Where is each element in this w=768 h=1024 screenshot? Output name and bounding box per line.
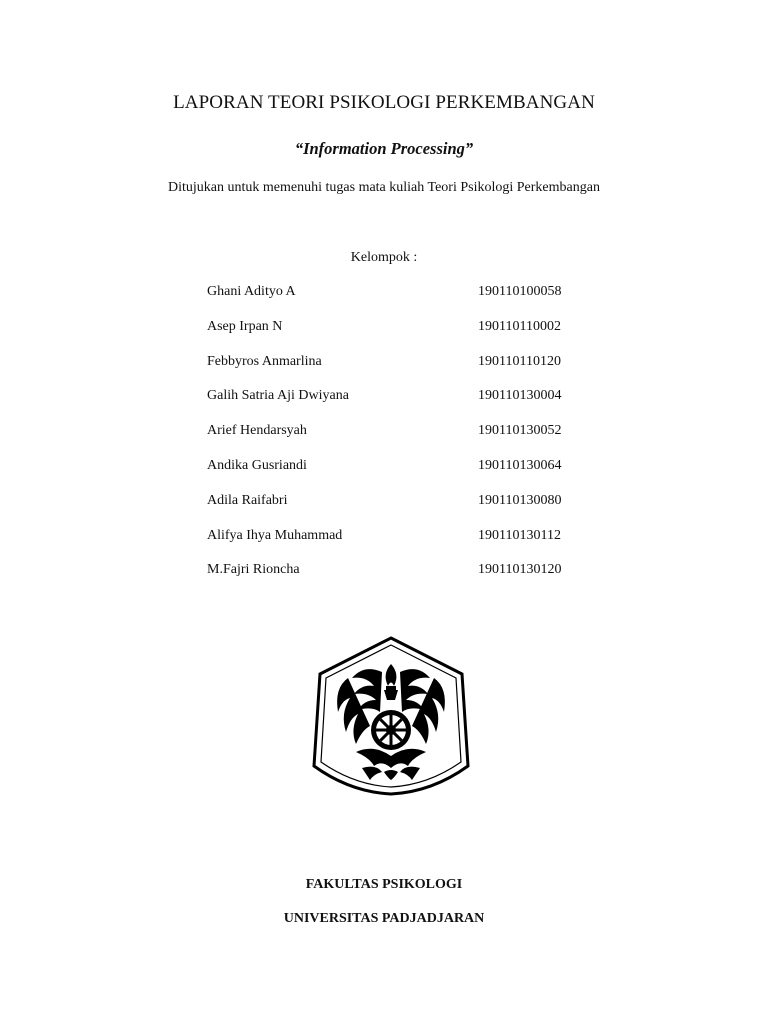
member-list xyxy=(207,284,587,597)
member-row xyxy=(207,528,587,563)
member-name: Andika Gusriandi xyxy=(207,457,307,473)
member-row xyxy=(207,562,587,597)
member-id: 190110110002 xyxy=(478,318,561,334)
member-name: Adila Raifabri xyxy=(207,492,288,508)
document-purpose: Ditujukan untuk memenuhi tugas mata kuliah Teori Psikologi Perkembangan xyxy=(168,180,600,195)
member-id: 190110130112 xyxy=(478,527,561,543)
member-name: Ghani Adityo A xyxy=(207,284,296,299)
document-title: LAPORAN TEORI PSIKOLOGI PERKEMBANGAN xyxy=(173,92,595,113)
member-id: 190110130120 xyxy=(478,562,562,578)
member-id: 190110130080 xyxy=(478,492,562,508)
group-label: Kelompok : xyxy=(350,250,418,265)
member-name: M.Fajri Rioncha xyxy=(207,562,300,578)
member-id: 190110130052 xyxy=(478,423,562,439)
member-name: Asep Irpan N xyxy=(207,318,283,334)
member-row xyxy=(207,354,587,389)
faculty-name: FAKULTAS PSIKOLOGI xyxy=(305,877,463,892)
member-name: Galih Satria Aji Dwiyana xyxy=(207,388,349,404)
university-name: UNIVERSITAS PADJADJARAN xyxy=(283,911,485,926)
member-name: Alifya Ihya Muhammad xyxy=(207,527,343,543)
member-row xyxy=(207,319,587,354)
member-row xyxy=(207,423,587,458)
member-id: 190110100058 xyxy=(478,284,562,299)
member-id: 190110130004 xyxy=(478,388,562,404)
member-id: 190110110120 xyxy=(478,353,561,369)
member-name: Arief Hendarsyah xyxy=(207,423,307,439)
university-emblem-icon xyxy=(312,634,470,798)
member-id: 190110130064 xyxy=(478,457,562,473)
member-row xyxy=(207,388,587,423)
member-row xyxy=(207,493,587,528)
document-subtitle: “Information Processing” xyxy=(294,139,474,158)
member-row xyxy=(207,458,587,493)
member-name: Febbyros Anmarlina xyxy=(207,353,322,369)
member-row xyxy=(207,284,587,319)
